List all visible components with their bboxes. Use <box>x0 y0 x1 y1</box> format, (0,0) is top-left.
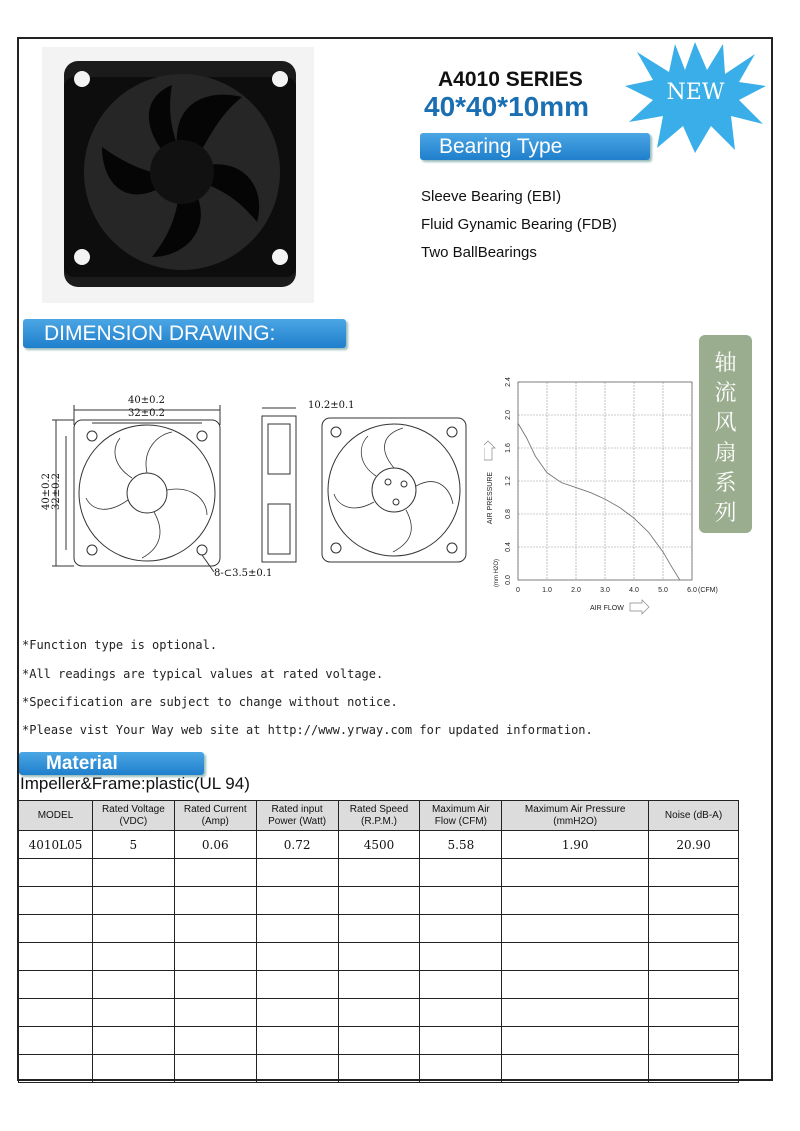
x-tick-label: 1.0 <box>542 587 552 594</box>
table-cell-empty <box>649 1027 739 1055</box>
table-cell-empty <box>256 999 338 1027</box>
table-cell-empty <box>338 971 420 999</box>
table-cell-empty <box>174 915 256 943</box>
back-view-drawing <box>318 414 468 566</box>
x-tick-label: 3.0 <box>600 587 610 594</box>
col-header-airflow: Maximum Air Flow (CFM) <box>420 801 502 831</box>
table-cell-empty <box>256 943 338 971</box>
front-view-drawing <box>42 390 282 590</box>
table-cell-empty <box>420 915 502 943</box>
table-row-empty <box>19 943 739 971</box>
y-unit-label: (mm H2O) <box>494 559 500 587</box>
bearing-item: Fluid Gynamic Bearing (FDB) <box>421 216 617 233</box>
table-cell-empty <box>174 999 256 1027</box>
series-char: 系 <box>714 471 737 496</box>
table-cell-empty <box>338 1027 420 1055</box>
table-cell-empty <box>19 859 93 887</box>
table-cell-empty <box>92 971 174 999</box>
table-cell-empty <box>338 859 420 887</box>
cell-voltage: 5 <box>92 831 174 859</box>
table-cell-empty <box>420 859 502 887</box>
x-unit-label: (CFM) <box>698 587 718 594</box>
table-cell-empty <box>256 1055 338 1083</box>
table-cell-empty <box>256 859 338 887</box>
table-cell-empty <box>92 887 174 915</box>
x-tick-label: 6.0 <box>687 587 697 594</box>
cell-power: 0.72 <box>256 831 338 859</box>
table-cell-empty <box>420 971 502 999</box>
dimension-drawing-heading: DIMENSION DRAWING: <box>23 319 346 348</box>
series-char: 列 <box>714 501 737 526</box>
table-row <box>19 831 739 859</box>
series-char: 流 <box>714 381 737 406</box>
table-cell-empty <box>92 859 174 887</box>
bearing-item: Sleeve Bearing (EBI) <box>421 188 562 205</box>
table-cell-empty <box>502 1027 649 1055</box>
col-header-voltage: Rated Voltage (VDC) <box>92 801 174 831</box>
table-cell-empty <box>502 999 649 1027</box>
note: *Specification are subject to change without notice. <box>22 695 398 709</box>
table-cell-empty <box>649 915 739 943</box>
cell-pressure: 1.90 <box>502 831 649 859</box>
table-cell-empty <box>502 859 649 887</box>
table-cell-empty <box>420 1027 502 1055</box>
series-title: A4010 SERIES <box>438 68 583 91</box>
bearing-item: Two BallBearings <box>421 244 537 261</box>
table-cell-empty <box>502 915 649 943</box>
table-cell-empty <box>256 887 338 915</box>
table-cell-empty <box>256 1027 338 1055</box>
table-row-empty <box>19 1027 739 1055</box>
side-height-dim: 40±0.2 <box>41 472 53 511</box>
note: *Function type is optional. <box>22 638 218 652</box>
table-row-empty <box>19 887 739 915</box>
cell-current: 0.06 <box>174 831 256 859</box>
front-inner-dim: 32±0.2 <box>128 408 166 419</box>
table-cell-empty <box>502 971 649 999</box>
table-row-empty <box>19 859 739 887</box>
x-tick-label: 4.0 <box>629 587 639 594</box>
y-arrow-icon <box>484 441 495 460</box>
front-width-dim: 40±0.2 <box>128 395 166 406</box>
table-cell-empty <box>338 887 420 915</box>
fan-photo <box>42 47 314 303</box>
size-title: 40*40*10mm <box>424 91 590 122</box>
col-header-power: Rated input Power (Watt) <box>256 801 338 831</box>
table-cell-empty <box>420 1055 502 1083</box>
pq-curve <box>518 423 680 580</box>
table-cell-empty <box>19 943 93 971</box>
pq-chart-svg <box>484 368 724 618</box>
cell-model: 4010L05 <box>19 831 93 859</box>
col-header-model: MODEL <box>19 801 93 831</box>
table-cell-empty <box>92 1027 174 1055</box>
cell-airflow: 5.58 <box>420 831 502 859</box>
y-tick-label: 0.0 <box>505 575 512 585</box>
x-axis-label: AIR FLOW <box>590 605 624 612</box>
table-cell-empty <box>338 1055 420 1083</box>
col-header-speed: Rated Speed (R.P.M.) <box>338 801 420 831</box>
y-tick-label: 2.0 <box>505 410 512 420</box>
table-cell-empty <box>92 943 174 971</box>
table-cell-empty <box>19 887 93 915</box>
table-cell-empty <box>502 1055 649 1083</box>
y-tick-label: 0.8 <box>505 509 512 519</box>
y-axis-label: AIR PRESSURE <box>487 471 494 525</box>
x-arrow-icon <box>630 600 649 614</box>
table-cell-empty <box>174 887 256 915</box>
table-cell-empty <box>420 943 502 971</box>
table-cell-empty <box>649 971 739 999</box>
series-label-box <box>699 335 752 533</box>
series-char: 轴 <box>714 351 737 376</box>
y-tick-label: 2.4 <box>505 377 512 387</box>
table-cell-empty <box>92 999 174 1027</box>
table-cell-empty <box>649 999 739 1027</box>
series-char: 风 <box>714 411 737 436</box>
series-char: 扇 <box>714 441 737 466</box>
table-cell-empty <box>256 915 338 943</box>
y-tick-label: 0.4 <box>505 542 512 552</box>
side-inner-dim: 32±0.2 <box>51 472 63 511</box>
table-cell-empty <box>502 943 649 971</box>
table-cell-empty <box>19 915 93 943</box>
note: *All readings are typical values at rated voltage. <box>22 667 384 681</box>
table-header-row <box>19 801 739 831</box>
material-heading: Material <box>19 752 204 775</box>
table-cell-empty <box>649 943 739 971</box>
table-cell-empty <box>649 887 739 915</box>
table-cell-empty <box>19 1055 93 1083</box>
x-tick-label: 2.0 <box>571 587 581 594</box>
table-cell-empty <box>92 915 174 943</box>
cell-noise: 20.90 <box>649 831 739 859</box>
y-tick-label: 1.6 <box>505 443 512 453</box>
table-cell-empty <box>338 915 420 943</box>
table-cell-empty <box>174 859 256 887</box>
thickness-dim: 10.2±0.1 <box>308 400 355 411</box>
table-cell-empty <box>19 1027 93 1055</box>
table-cell-empty <box>92 1055 174 1083</box>
table-cell-empty <box>19 999 93 1027</box>
col-header-current: Rated Current (Amp) <box>174 801 256 831</box>
bearing-type-heading: Bearing Type <box>420 133 650 160</box>
col-header-noise: Noise (dB-A) <box>649 801 739 831</box>
table-cell-empty <box>649 1055 739 1083</box>
table-row-empty <box>19 999 739 1027</box>
material-text: Impeller&Frame:plastic(UL 94) <box>20 774 250 793</box>
table-cell-empty <box>174 1027 256 1055</box>
table-cell-empty <box>174 943 256 971</box>
table-cell-empty <box>19 971 93 999</box>
pq-chart <box>484 368 724 618</box>
table-cell-empty <box>502 887 649 915</box>
spec-table <box>18 800 739 1083</box>
table-cell-empty <box>338 943 420 971</box>
note: *Please vist Your Way web site at http://www.yrway.com for updated information. <box>22 723 593 737</box>
x-tick-label: 5.0 <box>658 587 668 594</box>
table-cell-empty <box>338 999 420 1027</box>
table-row-empty <box>19 1055 739 1083</box>
table-cell-empty <box>174 1055 256 1083</box>
bearing-list <box>421 183 617 267</box>
table-cell-empty <box>256 971 338 999</box>
table-row-empty <box>19 915 739 943</box>
table-row-empty <box>19 971 739 999</box>
table-cell-empty <box>420 887 502 915</box>
table-cell-empty <box>420 999 502 1027</box>
x-tick-label: 0 <box>516 587 520 594</box>
hole-dim: 8-⊂3.5±0.1 <box>214 568 273 579</box>
y-tick-label: 1.2 <box>505 476 512 486</box>
new-badge-label: NEW <box>666 80 725 105</box>
col-header-pressure: Maximum Air Pressure (mmH2O) <box>502 801 649 831</box>
table-cell-empty <box>174 971 256 999</box>
cell-speed: 4500 <box>338 831 420 859</box>
table-cell-empty <box>649 859 739 887</box>
